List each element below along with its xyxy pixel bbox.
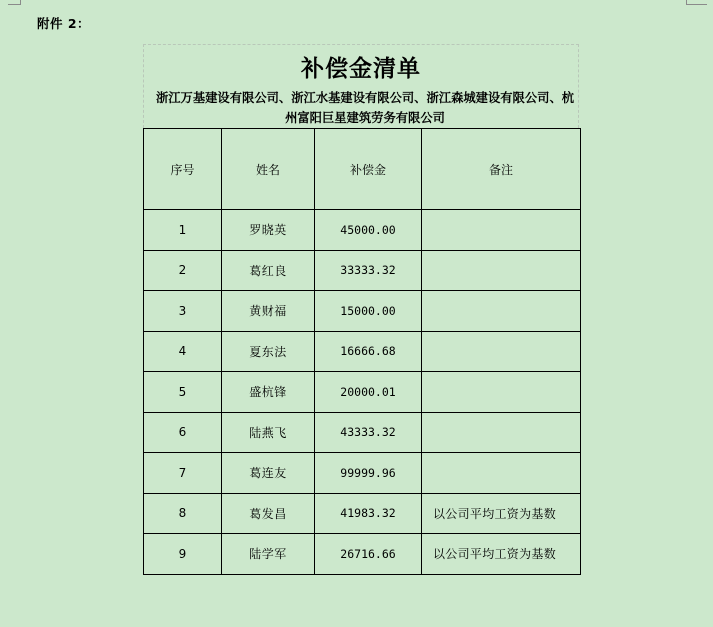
cell-amount: 20000.01 [315,372,422,413]
cell-amount: 43333.32 [315,412,422,453]
table-row [144,331,581,372]
attachment-label: 附件 2： [37,16,91,31]
cell-serial-number: 9 [144,534,222,575]
company-list: 浙江万基建设有限公司、浙江水基建设有限公司、浙江森城建设有限公司、杭州富阳巨星建筑劳务有限公司 [155,91,575,125]
cell-name: 葛红良 [222,250,315,291]
header-compensation: 补偿金 [315,129,422,210]
cell-name: 葛发昌 [222,493,315,534]
cell-name: 黄财福 [222,291,315,332]
cell-amount: 26716.66 [315,534,422,575]
table-row [144,291,581,332]
cell-remark: 以公司平均工资为基数 [422,534,581,575]
table-row [144,372,581,413]
cell-serial-number: 2 [144,250,222,291]
document-title: 补偿金清单 [301,55,421,82]
table-row [144,453,581,494]
cell-remark [422,210,581,251]
table-row [144,412,581,453]
cell-remark [422,250,581,291]
cell-amount: 41983.32 [315,493,422,534]
cell-amount: 16666.68 [315,331,422,372]
page-corner-mark-left [8,0,21,5]
cell-name: 罗晓英 [222,210,315,251]
page-corner-mark-right [686,0,707,5]
table-header-row [144,129,581,210]
cell-amount: 99999.96 [315,453,422,494]
cell-amount: 15000.00 [315,291,422,332]
cell-serial-number: 4 [144,331,222,372]
table-row [144,250,581,291]
cell-remark [422,412,581,453]
table-row [144,534,581,575]
table-row [144,493,581,534]
cell-amount: 33333.32 [315,250,422,291]
compensation-table [143,128,581,575]
cell-serial-number: 6 [144,412,222,453]
cell-remark [422,372,581,413]
cell-serial-number: 1 [144,210,222,251]
cell-name: 葛连友 [222,453,315,494]
header-name: 姓名 [222,129,315,210]
cell-name: 盛杭锋 [222,372,315,413]
cell-serial-number: 8 [144,493,222,534]
cell-serial-number: 3 [144,291,222,332]
cell-name: 陆燕飞 [222,412,315,453]
header-remarks: 备注 [422,129,581,210]
header-serial-number: 序号 [144,129,222,210]
cell-remark [422,331,581,372]
cell-name: 夏东法 [222,331,315,372]
cell-serial-number: 7 [144,453,222,494]
cell-name: 陆学军 [222,534,315,575]
cell-remark [422,291,581,332]
cell-serial-number: 5 [144,372,222,413]
cell-amount: 45000.00 [315,210,422,251]
table-row [144,210,581,251]
cell-remark: 以公司平均工资为基数 [422,493,581,534]
cell-remark [422,453,581,494]
document-header [143,44,579,128]
